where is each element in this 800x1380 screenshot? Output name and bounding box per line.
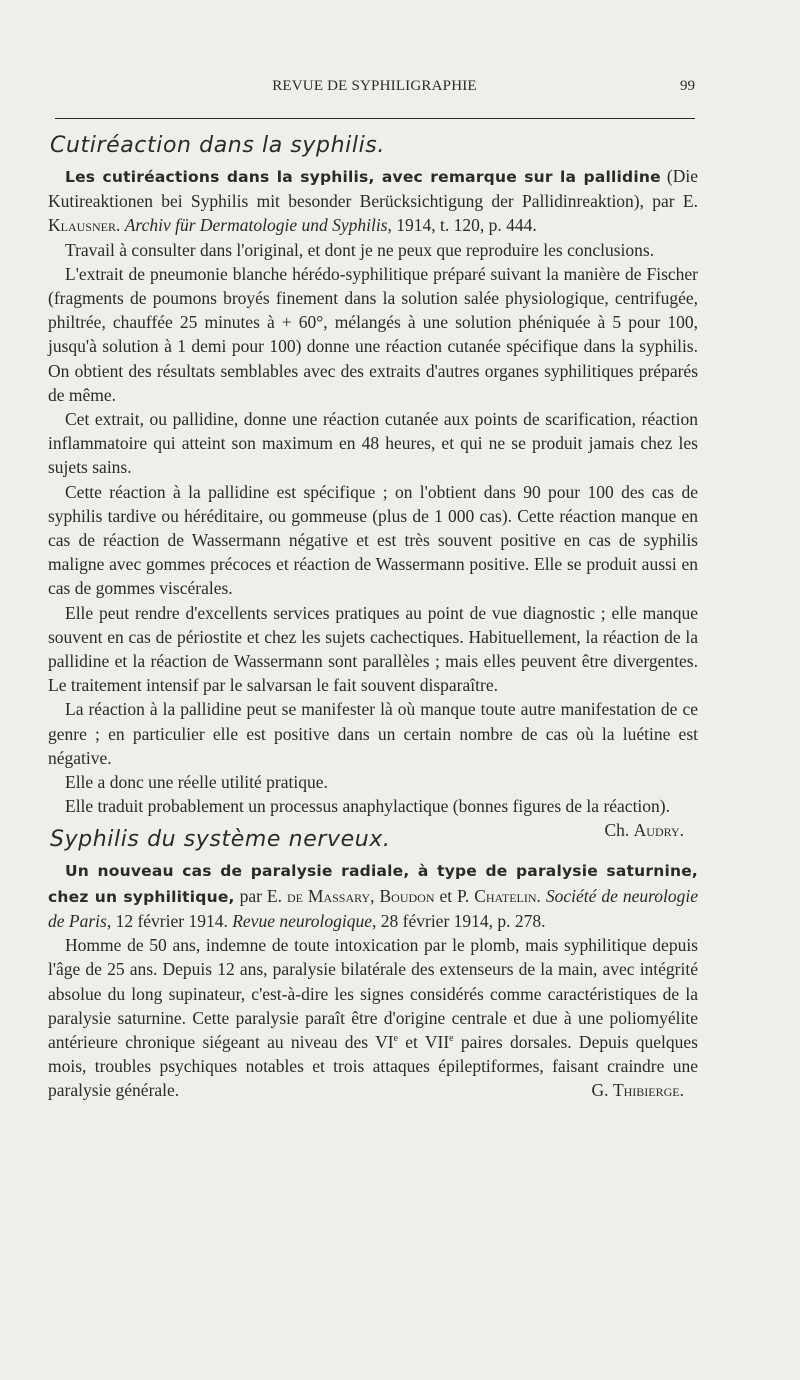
paragraph: Travail à consulter dans l'original, et dont je ne peux que reproduire les conclusions.: [65, 239, 655, 260]
signature-initial: G.: [591, 1080, 613, 1101]
paragraph-text: et VII: [398, 1031, 450, 1052]
paragraph: Elle peut rendre d'excellents services pratiques au point de vue diagnostic ; elle manque souvent en cas de périostite et chez les sujets cachectiques. Habituellement, la réaction de la pallidine et la réaction de Wassermann sont parallèles ; mais elles peuvent être divergentes. Le traitement intensif par le salvarsan le fait souvent disparaître.: [48, 602, 698, 696]
author-name: Chatelin: [474, 885, 537, 906]
reference-text: (Die Kutireaktionen bei Syphilis mit besonder Berücksichtigung der Pallidinreaktion), par E.: [48, 166, 698, 212]
reference-text: par E.: [234, 885, 287, 906]
paragraph-signed: [48, 933, 698, 1102]
paragraph: Cet extrait, ou pallidine, donne une réaction cutanée aux points de scarification, réaction inflammatoire qui atteint son maximum en 48 heures, et qui ne se produit jamais chez les sujets sains.: [48, 409, 698, 478]
society-name: Société de neurologie de Paris: [48, 885, 698, 931]
paragraph: L'extrait de pneumonie blanche hérédo-syphilitique préparé suivant la manière de Fischer (fragments de poumons broyés finement dans la solution salée physiologique, centrifugée, philtrée, chauffée 25 minutes à + 60°, mélangés à une solution phéniquée à 5 pour 100, jusqu'à solution à 1 demi pour 100) donne une réaction cutanée spécifique dans la syphilis. On obtient des résultats semblables avec des extraits d'autres organes syphilitiques préparés de même.: [48, 263, 698, 405]
header-rule: [55, 118, 695, 119]
reference-text: .: [115, 215, 125, 236]
journal-name: Revue neurologique: [232, 910, 373, 931]
author-name: de Massary: [286, 885, 371, 906]
reference-text: , 1914, t. 120, p. 444.: [387, 215, 537, 236]
reference-text: et P.: [434, 885, 475, 906]
section-heading-cutireaction: Cutiréaction dans la syphilis.: [50, 133, 385, 158]
reference-text: .: [536, 885, 546, 906]
paragraph: Cette réaction à la pallidine est spécifique ; on l'obtient dans 90 pour 100 des cas de syphilis tardive ou héréditaire, ou gommeuse (plus de 1 000 cas). Cette réaction manque en cas de réaction de Wassermann négative et est très souvent positive en cas de syphilis maligne avec gommes précoces et réaction de Wassermann positive. Elle se produit aussi en cas de gommes viscérales.: [48, 481, 698, 599]
paragraph-text: Elle traduit probablement un processus anaphylactique (bonnes figures de la réaction).: [65, 796, 670, 817]
page-number: 99: [680, 78, 695, 94]
signature-name: Thibierge.: [612, 1080, 684, 1101]
article-title: Les cutiréactions dans la syphilis, avec remarque sur la pallidine: [65, 168, 661, 186]
reference-text: , 28 février 1914, p. 278.: [372, 910, 546, 931]
section-heading-systeme-nerveux: Syphilis du système nerveux.: [50, 827, 391, 853]
superscript: e: [449, 1033, 454, 1045]
paragraph: Elle a donc une réelle utilité pratique.: [65, 772, 328, 793]
author-name: Boudon: [379, 885, 435, 906]
paragraph: La réaction à la pallidine peut se manifester là où manque toute autre manifestation de ce genre ; en particulier elle est positive dans un certain nombre de cas où la luétine est négative.: [48, 699, 698, 768]
page-header: [52, 78, 697, 102]
superscript: e: [393, 1033, 398, 1045]
reference-text: , 12 février 1914.: [106, 910, 233, 931]
article-body: [48, 132, 698, 1103]
signature: [587, 818, 684, 842]
author-name: Klausner: [48, 215, 116, 236]
signature: [575, 1078, 684, 1102]
article-title: Un nouveau cas de paralysie radiale, à type de paralysie saturnine, chez un syphilitique,: [48, 862, 698, 906]
article-reference: [48, 858, 698, 933]
reference-text: ,: [370, 885, 380, 906]
running-title: REVUE DE SYPHILIGRAPHIE: [272, 78, 477, 94]
paragraph-text: paires dorsales. Depuis quelques mois, troubles psychiques notables et trois attaques épileptiformes, faisant craindre une paralysie générale.: [48, 1031, 698, 1101]
journal-name: Archiv für Dermatologie und Syphilis: [124, 215, 388, 236]
paragraph-text: Homme de 50 ans, indemne de toute intoxication par le plomb, mais syphilitique depuis l'âge de 25 ans. Depuis 12 ans, paralysie bilatérale des extenseurs de la main, avec intégrité absolue du long supinateur, c'est-à-dire les signes considérés comme caractéristiques de la paralysie saturnine. Cette paralysie paraît être d'origine centrale et due à une poliomyélite antérieure chronique siégeant au niveau des VI: [48, 935, 698, 1052]
signature-name: Audry.: [633, 820, 684, 841]
signature-initial: Ch.: [604, 820, 634, 841]
article-reference: [48, 164, 698, 238]
